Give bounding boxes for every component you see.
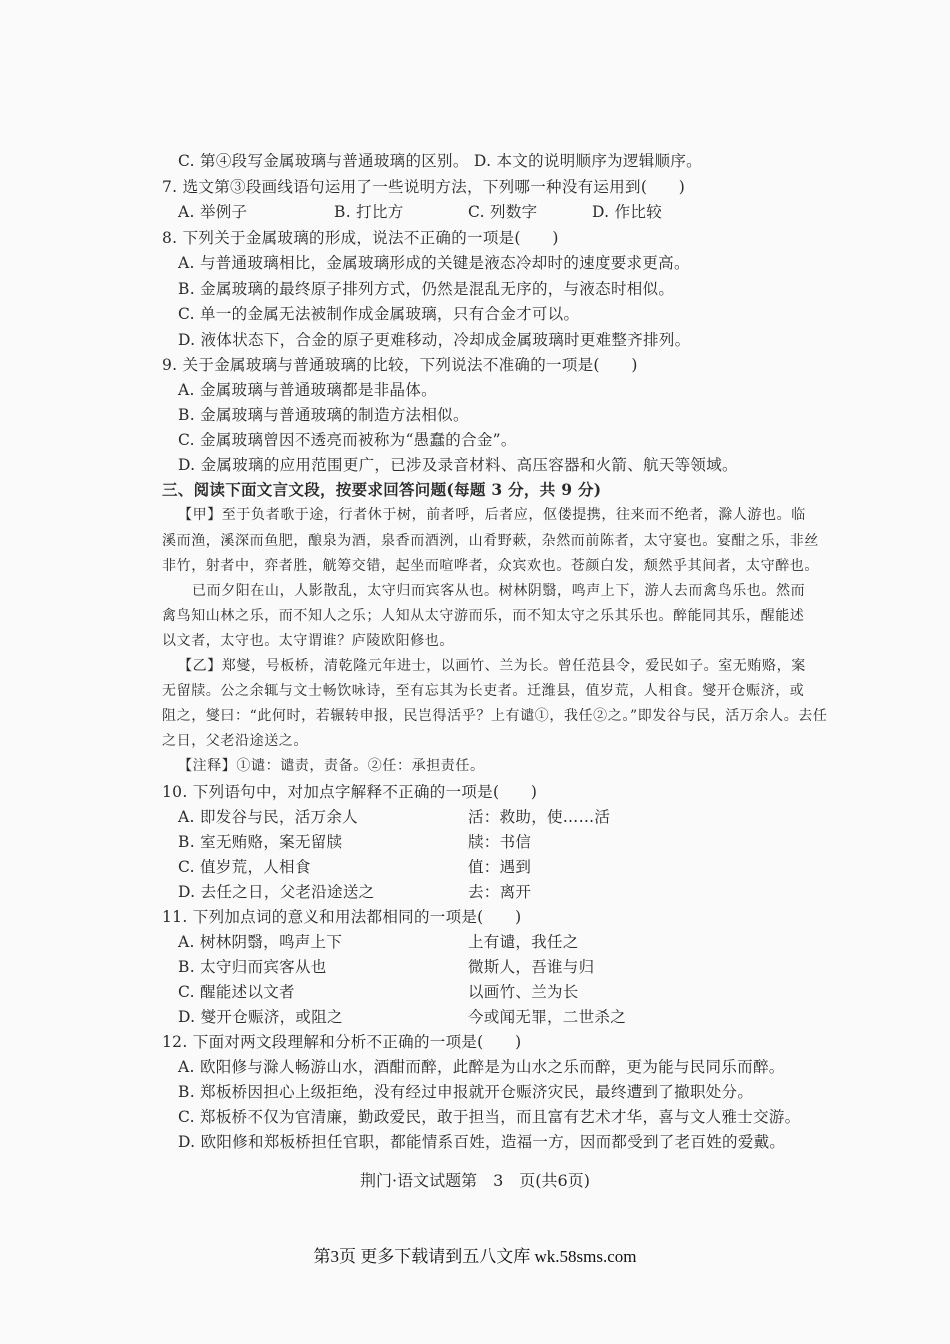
q10-option-d: D. 去任之日，父老沿途送之 [178,883,375,901]
passage-jia-line: 以文者，太守也。太守谓谁？庐陵欧阳修也。 [162,633,454,649]
q7-option-b: B. 打比方 [334,203,404,221]
q11-option-c-compare: 以画竹、兰为长 [468,983,579,1001]
section-3-heading: 三、阅读下面文言文段，按要求回答问题(每题 3 分，共 9 分) [162,480,602,499]
q10-option-c-gloss: 值：遇到 [468,858,532,876]
passage-yi-line: 阻之，燮曰：“此何时，若辗转申报，民岂得活乎？上有谴①，我任②之。”即发谷与民，活万余人。去任 [162,708,828,724]
q12-option-b: B. 郑板桥因担心上级拒绝，没有经过申报就开仓赈济灾民，最终遭到了撤职处分。 [178,1083,754,1101]
passage-jia-line: 禽鸟知山林之乐，而不知人之乐；人知从太守游而乐，而不知太守之乐其乐也。醉能同其乐，醒能述 [162,608,805,624]
question-9: 9. 关于金属玻璃与普通玻璃的比较，下列说法不准确的一项是( ) [162,356,638,374]
q11-option-d: D. 燮开仓赈济，或阻之 [178,1008,343,1026]
q9-option-c: C. 金属玻璃曾因不透亮而被称为“愚蠢的合金”。 [178,431,517,449]
q8-option-d: D. 液体状态下，合金的原子更难移动，冷却成金属玻璃时更难整齐排列。 [178,331,691,349]
q12-option-a: A. 欧阳修与滁人畅游山水，酒酣而醉，此醉是为山水之乐而醉，更为能与民同乐而醉。 [178,1058,785,1076]
q11-option-a-compare: 上有谴，我任之 [468,933,579,951]
q12-option-d: D. 欧阳修和郑板桥担任官职，都能情系百姓，造福一方，因而都受到了老百姓的爱戴。 [178,1133,786,1151]
q11-option-b-compare: 微斯人，吾谁与归 [468,958,595,976]
q10-option-d-gloss: 去：离开 [468,883,532,901]
q11-option-c: C. 醒能述以文者 [178,983,295,1001]
exam-page-footer: 荆门·语文试题第 3 页(共6页) [360,1171,590,1190]
passage-jia-line: 已而夕阳在山，人影散乱，太守归而宾客从也。树林阴翳，鸣声上下，游人去而禽鸟乐也。然而 [192,583,806,599]
passage-jia-line: 非竹，射者中，弈者胜，觥筹交错，起坐而喧哗者，众宾欢也。苍颜白发，颓然乎其间者，太守醉也。 [162,558,819,574]
question-8: 8. 下列关于金属玻璃的形成，说法不正确的一项是( ) [162,229,559,247]
q8-option-a: A. 与普通玻璃相比，金属玻璃形成的关键是液态冷却时的速度要求更高。 [178,254,690,272]
question-10: 10. 下列语句中，对加点字解释不正确的一项是( ) [162,783,538,801]
download-footer: 第3页 更多下载请到五八文库 wk.58sms.com [313,1247,637,1266]
q11-option-a: A. 树林阴翳，鸣声上下 [178,933,343,951]
q8-option-c: C. 单一的金属无法被制作成金属玻璃，只有合金才可以。 [178,305,580,323]
q11-option-b: B. 太守归而宾客从也 [178,958,327,976]
q11-option-d-compare: 今或闻无罪，二世杀之 [468,1008,627,1026]
q10-option-a-gloss: 活：救助，使……活 [468,808,611,826]
annotation-note: 【注释】①谴：谴责，责备。②任：承担责任。 [178,758,485,774]
q9-option-a: A. 金属玻璃与普通玻璃都是非晶体。 [178,381,437,399]
passage-jia-line: 【甲】至于负者歌于途，行者休于树，前者呼，后者应，伛偻提携，往来而不绝者，滁人游也。临 [178,507,806,523]
passage-yi-line: 【乙】郑燮，号板桥，清乾隆元年进士，以画竹、兰为长。曾任范县令，爱民如子。室无贿赂，案 [178,658,806,674]
q10-option-b-gloss: 牍：书信 [468,833,532,851]
q7-option-c: C. 列数字 [468,203,538,221]
q10-option-a: A. 即发谷与民，活万余人 [178,808,358,826]
passage-yi-line: 之日，父老沿途送之。 [162,733,308,749]
q9-option-d: D. 金属玻璃的应用范围更广，已涉及录音材料、高压容器和火箭、航天等领域。 [178,456,738,474]
q8-option-b: B. 金属玻璃的最终原子排列方式，仍然是混乱无序的，与液态时相似。 [178,280,675,298]
passage-jia-line: 溪而渔，溪深而鱼肥，酿泉为酒，泉香而酒洌，山肴野蔌，杂然而前陈者，太守宴也。宴酣之乐，非丝 [162,533,819,549]
q10-option-b: B. 室无贿赂，案无留牍 [178,833,343,851]
option-line: C. 第④段写金属玻璃与普通玻璃的区别。 D. 本文的说明顺序为逻辑顺序。 [178,152,702,170]
question-12: 12. 下面对两文段理解和分析不正确的一项是( ) [162,1033,522,1051]
q7-option-d: D. 作比较 [592,203,663,221]
q10-option-c: C. 值岁荒，人相食 [178,858,311,876]
question-7: 7. 选文第③段画线语句运用了一些说明方法，下列哪一种没有运用到( ) [162,178,686,196]
q9-option-b: B. 金属玻璃与普通玻璃的制造方法相似。 [178,406,469,424]
q7-option-a: A. 举例子 [178,203,248,221]
q12-option-c: C. 郑板桥不仅为官清廉，勤政爱民，敢于担当，而且富有艺术才华，喜与文人雅士交游。 [178,1108,801,1126]
passage-yi-line: 无留牍。公之余辄与文士畅饮咏诗，至有忘其为长吏者。迁潍县，值岁荒，人相食。燮开仓赈济，或 [162,683,805,699]
question-11: 11. 下列加点词的意义和用法都相同的一项是( ) [162,908,522,926]
